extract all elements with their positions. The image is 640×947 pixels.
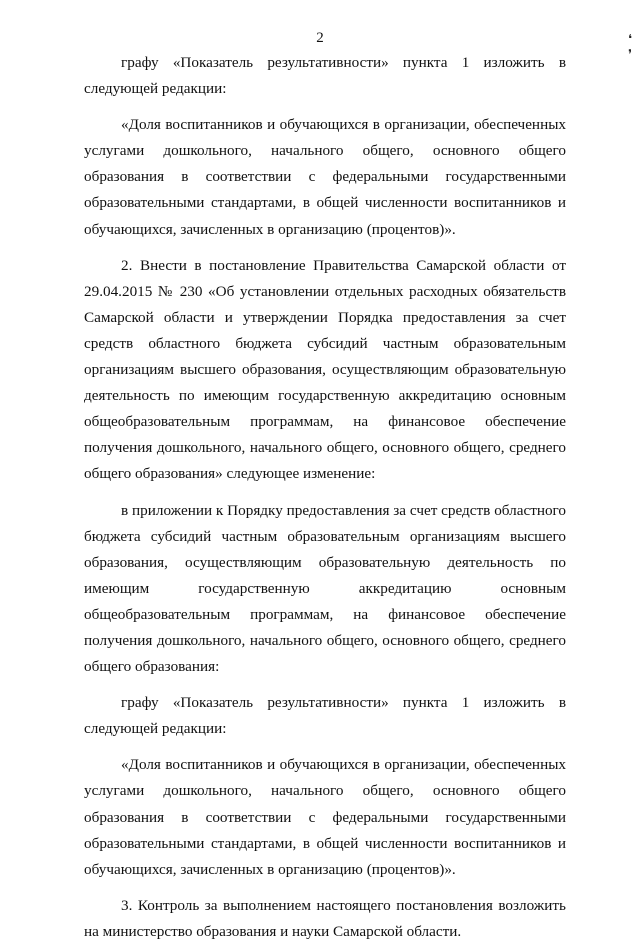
paragraph-1: графу «Показатель результативности» пункта 1 изложить в следующей редакции: bbox=[84, 54, 566, 98]
document-body bbox=[84, 50, 566, 947]
paragraph-7: 3. Контроль за выполнением настоящего постановления возложить на министерство образования и науки Самарской области. bbox=[84, 896, 566, 940]
paragraph-4: в приложении к Порядку предоставления за счет средств областного бюджета субсидий частным образовательным организациям высшего образования, осуществляющим образовательную деятельность по имеющим государственную аккредитацию основным общеобразовательным программам, на финансовое обеспечение получения дошкольного, начального общего, основного общего, среднего общего образования: bbox=[84, 501, 566, 676]
paragraph-2: «Доля воспитанников и обучающихся в организации, обеспеченных услугами дошкольного, начального общего, основного общего образования в соответствии с федеральными государственными образовательными стандартами, в общей численности воспитанников и обучающихся, зачисленных в организацию (процентов)». bbox=[84, 116, 566, 238]
page-number: 2 bbox=[316, 30, 324, 46]
paragraph-6: «Доля воспитанников и обучающихся в организации, обеспеченных услугами дошкольного, начального общего, основного общего образования в соответствии с федеральными государственными образовательными стандартами, в общей численности воспитанников и обучающихся, зачисленных в организацию (процентов)». bbox=[84, 756, 566, 878]
scan-mark-icon: ❛ ❜ bbox=[628, 32, 632, 61]
paragraph-5: графу «Показатель результативности» пункта 1 изложить в следующей редакции: bbox=[84, 694, 566, 738]
paragraph-3: 2. Внести в постановление Правительства Самарской области от 29.04.2015 № 230 «Об установлении отдельных расходных обязательств Самарской области и утверждении Порядка предоставления за счет средств областного бюджета субсидий частным образовательным организациям высшего образования, осуществляющим образовательную деятельность по имеющим государственную аккредитацию основным общеобразовательным программам, на финансовое обеспечение получения дошкольного, начального общего, основного общего, среднего общего образования» следующее изменение: bbox=[84, 256, 566, 483]
